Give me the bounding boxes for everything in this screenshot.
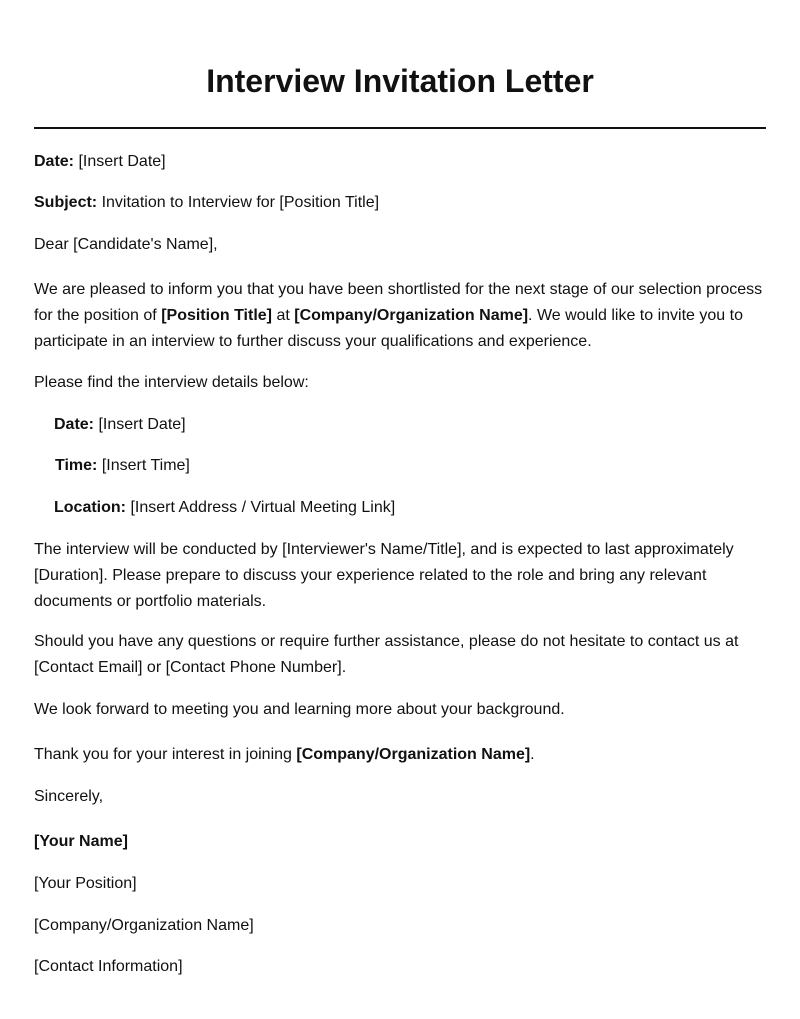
detail-location-value: [Insert Address / Virtual Meeting Link] (126, 499, 396, 516)
look-forward-line: We look forward to meeting you and learning more about your background. (34, 701, 565, 718)
detail-location (54, 495, 794, 521)
conduct-paragraph: The interview will be conducted by [Interviewer's Name/Title], and is expected to last approximately [Duration]. Please prepare to discuss your experience related to the role and bring any relevant documents or portfolio materials. (34, 541, 734, 610)
thanks-company: [Company/Organization Name] (296, 746, 531, 763)
intro-text-1: We are pleased to inform you that you have been shortlisted for the next stage of our selection process for the position of (34, 281, 763, 324)
subject-line (34, 190, 774, 216)
details-intro: Please find the interview details below: (34, 374, 309, 391)
intro-text-3: . We would like to invite you to participate in an interview to further discuss your qualifications and experience. (34, 307, 743, 350)
thanks-line (34, 742, 774, 768)
date-value: [Insert Date] (74, 153, 166, 170)
subject-value: Invitation to Interview for [Position Title] (97, 194, 380, 211)
intro-position: [Position Title] (161, 307, 272, 324)
signature-name (34, 829, 774, 855)
signature-company: [Company/Organization Name] (34, 917, 254, 934)
detail-date-value: [Insert Date] (94, 416, 186, 433)
detail-date (54, 412, 794, 438)
date-line (34, 149, 774, 175)
title-divider (34, 127, 766, 129)
salutation: Dear [Candidate's Name], (34, 236, 218, 253)
subject-label: Subject: (34, 194, 98, 211)
date-label: Date: (34, 153, 75, 170)
signature-contact: [Contact Information] (34, 958, 183, 975)
document-title: Interview Invitation Letter (206, 63, 594, 99)
detail-date-label: Date: (54, 416, 95, 433)
detail-location-label: Location: (54, 499, 126, 516)
signature-name-text: [Your Name] (34, 833, 128, 850)
closing: Sincerely, (34, 788, 104, 805)
signature-position: [Your Position] (34, 875, 137, 892)
intro-paragraph (34, 277, 774, 355)
detail-time-value: [Insert Time] (97, 457, 190, 474)
detail-time-label: Time: (55, 457, 98, 474)
thanks-text: Thank you for your interest in joining (34, 746, 297, 763)
intro-text-2: at (272, 307, 295, 324)
detail-time (55, 453, 795, 479)
questions-paragraph: Should you have any questions or require further assistance, please do not hesitate to contact us at [Contact Email] or [Contact Phone Number]. (34, 633, 739, 676)
intro-company: [Company/Organization Name] (294, 307, 529, 324)
thanks-period: . (530, 746, 535, 763)
